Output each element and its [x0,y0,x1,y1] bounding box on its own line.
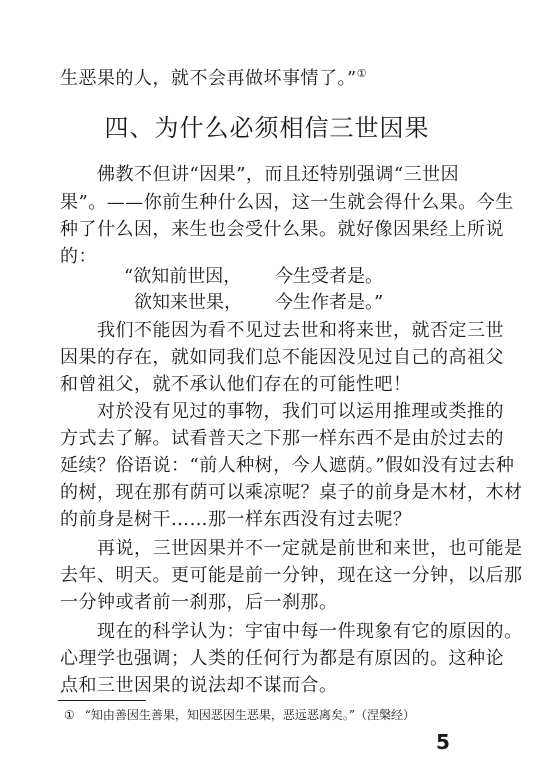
paragraph-line: 点和三世因果的说法却不谋而合。 [60,675,338,696]
footnote-reference: ① [356,67,368,80]
continued-text: 生恶果的人，就不会再做坏事情了。” [60,68,357,89]
footnote-divider [58,700,146,701]
paragraph-line: 我们不能因为看不见过去世和将来世，就否定三世 [60,320,504,341]
quote-line-2-right: 今生作者是。” [275,292,384,313]
paragraph-line: 的前身是树干……那一样东西没有过去呢？ [60,509,412,530]
paragraph-line: 方式去了解。试看普天之下那一样东西不是由於过去的 [60,428,504,449]
paragraph-line: 现在的科学认为：宇宙中每一件现象有它的原因的。 [60,621,523,642]
paragraph-line: 延续？俗语说：“前人种树，今人遮荫。”假如没有过去种 [60,455,515,476]
continued-text-line [60,63,500,90]
paragraph-line: 的树，现在那有荫可以乘凉呢？桌子的前身是木材，木材 [60,482,523,503]
quote-line-1-left: “欲知前世因， [124,266,242,287]
quote-line-2-left: 欲知来世果， [134,292,242,313]
page-number: 5 [436,730,450,754]
quote-line-1-right: 今生受者是。 [275,266,383,287]
footnote [64,707,415,723]
footnote-text: “知由善因生善果，知因恶因生恶果，恶远恶离矣。”（涅槃经） [84,708,416,722]
paragraph-line: 再说，三世因果并不一定就是前世和来世，也可能是 [60,538,523,559]
paragraph-line: 因果的存在，就如同我们总不能因没见过自己的高祖父 [60,347,504,368]
section-heading: 四、为什么必须相信三世因果 [104,114,430,142]
paragraph-line: 佛教不但讲“因果”，而且还特别强调“三世因 [60,164,460,185]
paragraph-line: 的： [60,246,97,267]
paragraph-line: 种了什么因，来生也会受什么果。就好像因果经上所说 [60,219,504,240]
paragraph-line: 果”。——你前生种什么因，这一生就会得什么果。今生 [60,192,514,213]
paragraph-line: 心理学也强调；人类的任何行为都是有原因的。这种论 [60,648,504,669]
paragraph-line: 和曾祖父，就不承认他们存在的可能性吧！ [60,374,412,395]
paragraph-line: 去年、明天。更可能是前一分钟，现在这一分钟，以后那 [60,565,523,586]
footnote-number: ① [64,708,75,722]
paragraph-line: 一分钟或者前一刹那，后一刹那。 [60,592,338,613]
paragraph-line: 对於没有见过的事物，我们可以运用推理或类推的 [60,401,504,422]
